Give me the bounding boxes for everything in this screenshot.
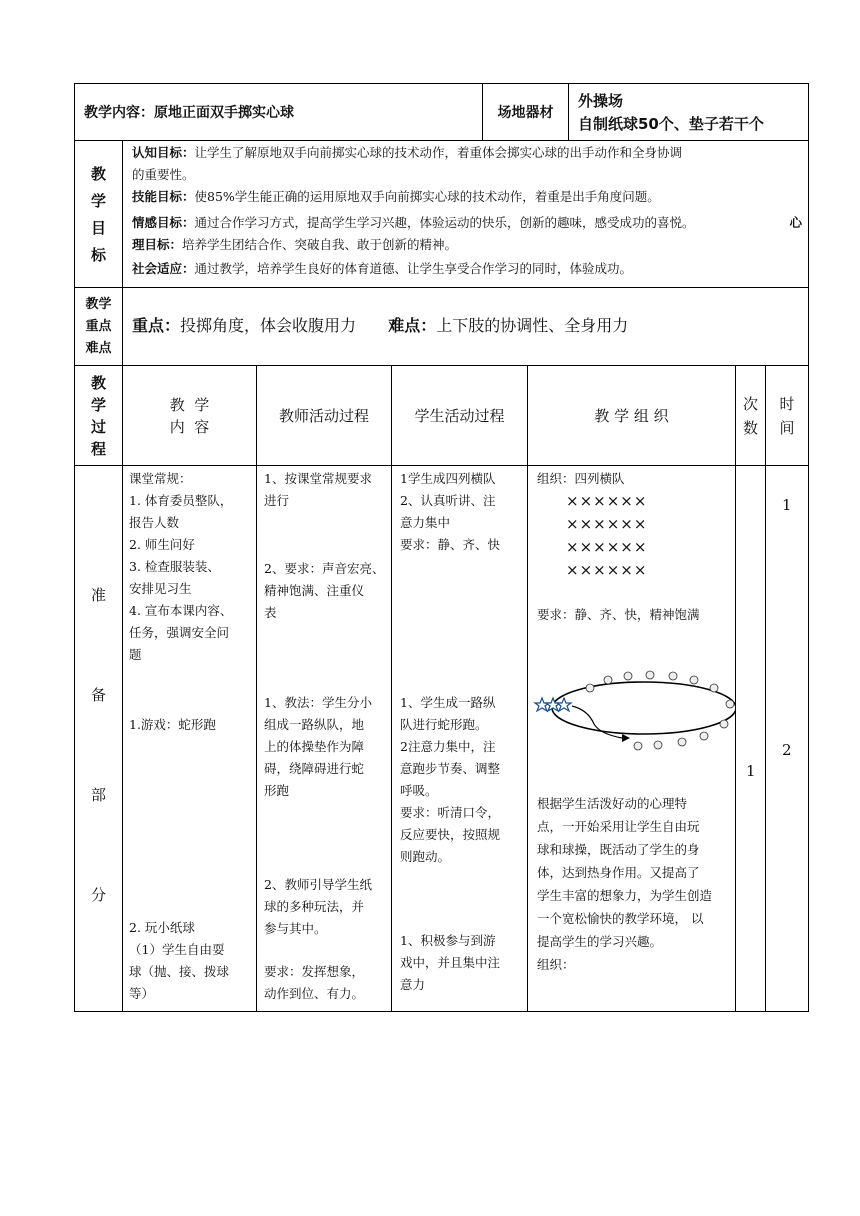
text-line: 组成一路纵队，地 bbox=[264, 717, 365, 732]
text-line: 体，达到热身作用。又提高了 bbox=[537, 865, 700, 880]
text-line: 参与其中。 bbox=[264, 921, 327, 936]
star-icon bbox=[557, 698, 571, 711]
track-ellipse bbox=[552, 682, 736, 734]
student-header-text: 学生活动过程 bbox=[414, 407, 505, 425]
text-line: 反应要快，按照规 bbox=[400, 827, 501, 842]
text-line: 呼吸。 bbox=[400, 783, 438, 798]
text-line: 1. 体育委员整队， bbox=[129, 493, 233, 508]
keypoints-content bbox=[123, 288, 808, 365]
student-routine bbox=[400, 468, 500, 556]
text-line: 课堂常规： bbox=[129, 471, 192, 486]
emotion-goal-text: 通过合作学习方式，提高学生学习兴趣，体验运动的快乐，创新的趣味，感受成功的喜悦。 bbox=[194, 215, 695, 230]
text-line: 则跑动。 bbox=[400, 849, 451, 864]
equipment-line-1: 外操场 bbox=[578, 92, 624, 110]
keypoints-row bbox=[75, 288, 808, 366]
text-line: 点，一开始采用让学生自由玩 bbox=[537, 819, 700, 834]
text-line: 意力 bbox=[400, 977, 426, 992]
text-line: 要求：听清口令， bbox=[400, 805, 501, 820]
count-header-char: 数 bbox=[742, 418, 758, 437]
goals-row bbox=[75, 141, 808, 288]
count-column-header bbox=[736, 366, 766, 465]
text-line: 1、教法：学生分小 bbox=[264, 695, 372, 710]
social-goal-label: 社会适应： bbox=[132, 261, 195, 276]
difficulty-label: 难点： bbox=[388, 316, 437, 335]
content-title-text: 教学内容：原地正面双手掷实心球 bbox=[84, 105, 294, 121]
text-line: 2、要求：声音宏亮、 bbox=[264, 561, 385, 576]
count-header-char: 次 bbox=[742, 394, 758, 413]
time-header-char: 时 bbox=[779, 394, 795, 413]
text-line: 形跑 bbox=[264, 783, 290, 798]
teacher-guide bbox=[264, 874, 372, 940]
text-line: 1、按课堂常规要求 bbox=[264, 471, 372, 486]
text-line: 2、认真听讲、注 bbox=[400, 493, 496, 508]
prep-content-column bbox=[123, 466, 257, 1011]
text-line: 精神饱满、注重仪 bbox=[264, 583, 365, 598]
student-snake-run bbox=[400, 692, 500, 868]
goals-content bbox=[123, 141, 808, 287]
time-header-char: 间 bbox=[779, 418, 795, 437]
prep-time-value-1: 1 bbox=[782, 496, 792, 514]
face-icon bbox=[710, 684, 718, 692]
equipment-line-2: 自制纸球50个、垫子若干个 bbox=[578, 115, 764, 133]
difficulty-text: 上下肢的协调性、全身用力 bbox=[436, 316, 629, 335]
content-header-line: 教 学 bbox=[169, 395, 210, 414]
face-icon bbox=[700, 732, 708, 740]
text-line: 碍，绕障碍进行蛇 bbox=[264, 761, 365, 776]
key-point-text: 投掷角度，体会收腹用力 bbox=[180, 316, 357, 335]
equipment-value bbox=[569, 84, 808, 140]
text-line: 要求：静、齐、快 bbox=[400, 537, 501, 552]
face-icon bbox=[669, 672, 677, 680]
social-goal bbox=[132, 258, 802, 280]
text-line: 一个宽松愉快的教学环境， 以 bbox=[537, 911, 704, 926]
psych-goal-label-b: 理目标： bbox=[132, 237, 183, 252]
emotion-goal-label: 情感目标： bbox=[132, 215, 195, 230]
key-point-label: 重点： bbox=[132, 316, 181, 335]
text-line: 队进行蛇形跑。 bbox=[400, 717, 488, 732]
prep-side-char: 分 bbox=[91, 886, 107, 904]
social-goal-text: 通过教学，培养学生良好的体育道德、让学生享受合作学习的同时，体验成功。 bbox=[194, 261, 633, 276]
goals-side-char: 标 bbox=[90, 246, 106, 264]
prep-side-label bbox=[75, 466, 123, 1011]
content-column-header bbox=[123, 366, 257, 465]
text-line: 4. 宣布本课内容、 bbox=[129, 603, 233, 618]
text-line: 等） bbox=[129, 986, 155, 1001]
process-side-label bbox=[75, 366, 123, 465]
face-icon bbox=[726, 700, 734, 708]
skill-goal bbox=[132, 186, 802, 208]
text-line: 安排见习生 bbox=[129, 581, 192, 596]
teacher-header-text: 教师活动过程 bbox=[278, 407, 369, 425]
face-icon bbox=[634, 742, 642, 750]
prep-count-value: 1 bbox=[746, 762, 756, 780]
teacher-method bbox=[264, 692, 372, 802]
skill-goal-label: 技能目标： bbox=[132, 189, 195, 204]
prep-count-column bbox=[736, 466, 766, 1011]
header-row bbox=[75, 84, 808, 141]
psych-goal bbox=[132, 234, 802, 256]
time-column-header bbox=[766, 366, 808, 465]
text-line: 学生丰富的想象力，为学生创造 bbox=[537, 888, 713, 903]
org-requirement: 要求：静、齐、快，精神饱满 bbox=[537, 607, 700, 622]
keypoints-side-line: 教学 bbox=[85, 296, 112, 312]
face-icon bbox=[690, 676, 698, 684]
prep-side-char: 准 bbox=[91, 586, 107, 604]
process-side-char: 教 bbox=[90, 373, 106, 392]
org-title: 组织：四列横队 bbox=[537, 471, 625, 486]
text-line: 表 bbox=[264, 605, 277, 620]
text-line: 球的多种玩法，并 bbox=[264, 899, 365, 914]
prep-time-column bbox=[766, 466, 808, 1011]
text-line: 任务，强调安全问 bbox=[129, 625, 230, 640]
skill-goal-text: 使85%学生能正确的运用原地双手向前掷实心球的技术动作，着重是出手角度问题。 bbox=[194, 189, 660, 204]
text-line: 提高学生的学习兴趣。 bbox=[537, 934, 663, 949]
text-line: 球和球操，既活动了学生的身 bbox=[537, 842, 700, 857]
text-line: 上的体操垫作为障 bbox=[264, 739, 365, 754]
text-line: 1学生成四列横队 bbox=[400, 471, 496, 486]
prep-time-value-2: 2 bbox=[782, 741, 792, 759]
face-icon bbox=[604, 676, 612, 684]
text-line: 1.游戏：蛇形跑 bbox=[129, 717, 216, 732]
prep-teacher-column bbox=[257, 466, 392, 1011]
prep-row bbox=[75, 466, 808, 1011]
emotion-goal bbox=[132, 212, 802, 234]
text-line: 意跑步节奏、调整 bbox=[400, 761, 501, 776]
text-line: 组织： bbox=[537, 957, 575, 972]
process-side-char: 过 bbox=[90, 417, 106, 436]
star-icon bbox=[535, 698, 549, 711]
content-header-line: 内 容 bbox=[169, 417, 210, 436]
face-icon bbox=[586, 684, 594, 692]
cognitive-goal-label: 认知目标： bbox=[132, 145, 195, 160]
org-description bbox=[537, 792, 712, 976]
text-line: 1、积极参与到游 bbox=[400, 933, 496, 948]
goals-side-char: 教 bbox=[90, 165, 106, 183]
text-line: 进行 bbox=[264, 493, 290, 508]
formation-row: ×××××× bbox=[566, 561, 648, 579]
text-line: 戏中，并且集中注 bbox=[400, 955, 501, 970]
psych-goal-text: 培养学生团结合作、突破自我、敢于创新的精神。 bbox=[182, 237, 458, 252]
process-side-char: 学 bbox=[90, 395, 106, 414]
cognitive-goal bbox=[132, 142, 802, 164]
teacher-ball-requirement bbox=[264, 961, 364, 1005]
content-title bbox=[75, 84, 483, 140]
cognitive-goal-text-cont: 的重要性。 bbox=[132, 167, 195, 182]
text-line: 2注意力集中，注 bbox=[400, 739, 496, 754]
face-icon bbox=[624, 672, 632, 680]
formation-row: ×××××× bbox=[566, 538, 648, 556]
keypoints-side-label bbox=[75, 288, 123, 365]
text-line: 2. 玩小纸球 bbox=[129, 920, 195, 935]
student-ball-play bbox=[400, 930, 500, 996]
text-line: 动作到位、有力。 bbox=[264, 986, 365, 1001]
arrow-head-icon bbox=[622, 734, 630, 742]
keypoints-side-line: 重点 bbox=[85, 318, 112, 334]
prep-routine bbox=[129, 468, 232, 666]
face-icon bbox=[678, 738, 686, 746]
process-header-row bbox=[75, 366, 808, 466]
keypoints-side-line: 难点 bbox=[85, 340, 112, 356]
text-line: 3. 检查服装装、 bbox=[129, 559, 220, 574]
equipment-label-text: 场地器材 bbox=[497, 105, 554, 121]
prep-student-column bbox=[392, 466, 528, 1011]
formation-row: ×××××× bbox=[566, 515, 648, 533]
prep-side-char: 部 bbox=[91, 786, 107, 804]
psych-goal-label-a: 心 bbox=[789, 215, 802, 230]
text-line: 1、学生成一路纵 bbox=[400, 695, 496, 710]
text-line: 2、教师引导学生纸 bbox=[264, 877, 372, 892]
text-line: 意力集中 bbox=[400, 515, 451, 530]
formation-grid bbox=[566, 490, 647, 582]
prep-ball-play bbox=[129, 917, 229, 1005]
face-icon bbox=[646, 671, 654, 679]
teacher-routine bbox=[264, 468, 372, 512]
text-line: 要求：发挥想象， bbox=[264, 964, 365, 979]
equipment-label bbox=[483, 84, 569, 140]
teacher-requirement bbox=[264, 558, 384, 624]
lesson-plan-table bbox=[74, 83, 809, 1012]
text-line: 2. 师生问好 bbox=[129, 537, 195, 552]
org-column-header bbox=[528, 366, 736, 465]
runner-star-icons bbox=[535, 698, 571, 711]
snake-run-diagram bbox=[528, 666, 736, 758]
face-icon bbox=[654, 741, 662, 749]
text-line: 球（抛、接、拨球 bbox=[129, 964, 230, 979]
student-column-header bbox=[392, 366, 528, 465]
text-line: 报告人数 bbox=[129, 515, 180, 530]
prep-org-column bbox=[528, 466, 736, 1011]
goals-side-char: 目 bbox=[90, 219, 106, 237]
face-icon bbox=[720, 720, 728, 728]
goals-side-label bbox=[75, 141, 123, 287]
teacher-column-header bbox=[257, 366, 392, 465]
text-line: 根据学生活泼好动的心理特 bbox=[537, 796, 688, 811]
text-line: （1）学生自由耍 bbox=[129, 942, 225, 957]
prep-game bbox=[129, 714, 216, 736]
prep-side-char: 备 bbox=[91, 686, 107, 704]
star-icon bbox=[546, 698, 560, 711]
goals-side-char: 学 bbox=[90, 192, 106, 210]
cognitive-goal-text: 让学生了解原地双手向前掷实心球的技术动作，着重体会掷实心球的出手动作和全身协调 bbox=[194, 145, 683, 160]
process-side-char: 程 bbox=[90, 439, 106, 458]
formation-row: ×××××× bbox=[566, 492, 648, 510]
text-line: 题 bbox=[129, 647, 142, 662]
org-header-text: 教 学 组 织 bbox=[594, 407, 669, 425]
